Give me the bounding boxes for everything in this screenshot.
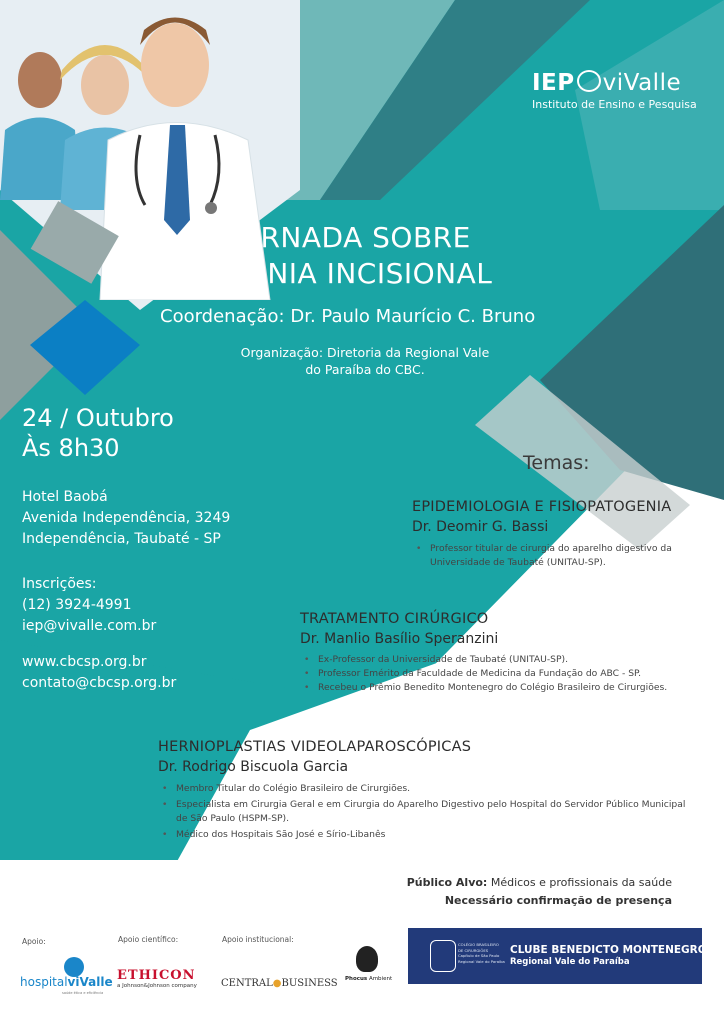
topic-bullets: [158, 782, 698, 842]
topic-2: [300, 611, 710, 695]
event-date-block: [22, 403, 174, 463]
organization: [200, 344, 530, 378]
central-text: CENTRAL: [221, 978, 273, 989]
colegio-line-1: COLÉGIO BRASILEIRO: [458, 942, 499, 947]
topic-bullets: [300, 653, 710, 695]
audience-block: [407, 874, 672, 910]
event-time: Às 8h30: [22, 434, 120, 462]
topic-title: TRATAMENTO CIRÚRGICO: [300, 611, 489, 627]
phocus-subtitle: Ambient: [368, 976, 393, 982]
apoio-cientifico-label: Apoio científico:: [118, 935, 179, 944]
logo-leaf-icon: [577, 70, 601, 92]
venue-block: [22, 487, 230, 550]
colegio-line-4: Regional Vale do Paraíba: [458, 958, 505, 964]
venue-name: Hotel Baobá: [22, 489, 108, 505]
apoio-institucional-label: Apoio institucional:: [222, 935, 294, 944]
clube-benedicto-banner: [408, 928, 707, 984]
phocus-mascot-icon: [356, 946, 378, 972]
topic-speaker: Dr. Deomir G. Bassi: [412, 519, 549, 535]
site-link[interactable]: www.cbcsp.org.br: [22, 654, 147, 670]
phocus-text: Phocus: [345, 976, 368, 982]
venue-address: Avenida Independência, 3249: [22, 510, 231, 526]
colegio-line-2: DE CIRURGIÕES: [458, 947, 489, 953]
colegio-line-3: Capítulo de São Paulo: [458, 953, 500, 958]
central-dot-icon: ●: [272, 978, 282, 989]
bullet-item: • Membro Titular do Colégio Brasileiro de Cirurgiões.: [158, 782, 698, 796]
topic-1: [412, 499, 712, 570]
venue-city: Independência, Taubaté - SP: [22, 531, 221, 547]
registration-phone[interactable]: (12) 3924-4991: [22, 597, 132, 613]
iep-vivalle-logo: [532, 70, 697, 111]
event-title: [150, 220, 550, 292]
topic-speaker: Dr. Manlio Basílio Speranzini: [300, 631, 499, 647]
hospital-globe-icon: [64, 957, 84, 977]
event-date: 24 / Outubro: [22, 404, 174, 432]
topic-3: [158, 739, 698, 842]
apoio-label: Apoio:: [22, 937, 46, 946]
bullet-item: • Professor Emérito da Faculdade de Medicina da Fundação do ABC - SP.: [300, 667, 710, 681]
registration-email[interactable]: iep@vivalle.com.br: [22, 618, 157, 634]
hospital-text: hospital: [20, 975, 68, 989]
club-subtitle: Regional Vale do Paraíba: [510, 957, 630, 967]
logo-vivalle: viValle: [602, 70, 682, 96]
hospital-tagline: saúde ética e eficiência: [62, 991, 104, 995]
phocus-logo: [345, 946, 393, 982]
topic-speaker: Dr. Rodrigo Biscuola Garcia: [158, 759, 349, 775]
title-line-1: JORNADA SOBRE: [229, 221, 471, 254]
colegio-seal-icon: [430, 940, 456, 972]
org-line-1: Organização: Diretoria da Regional Vale: [240, 345, 490, 360]
registration-label: Inscrições:: [22, 576, 97, 592]
title-line-2: HÉRNIA INCISIONAL: [207, 257, 493, 290]
contact-link[interactable]: contato@cbcsp.org.br: [22, 675, 177, 691]
ethicon-subtitle: a Johnson&Johnson company: [117, 983, 197, 989]
logo-iep: IEP: [532, 70, 575, 96]
hospital-brand: viValle: [67, 975, 113, 989]
business-text: BUSINESS: [281, 978, 338, 989]
topic-bullets: [412, 542, 712, 570]
topic-title: EPIDEMIOLOGIA E FISIOPATOGENIA: [412, 499, 672, 515]
org-line-2: do Paraíba do CBC.: [305, 362, 425, 377]
temas-heading: Temas:: [523, 452, 590, 474]
audience-text: Médicos e profissionais da saúde: [487, 876, 672, 889]
bullet-item: • Recebeu o Prêmio Benedito Montenegro do Colégio Brasileiro de Cirurgiões.: [300, 681, 710, 695]
bullet-item: • Professor titular de cirurgia do aparelho digestivo da Universidade de Taubaté (UNITAU-SP).: [412, 542, 700, 570]
confirmation-note: Necessário confirmação de presença: [444, 894, 672, 907]
colegio-text: [458, 942, 505, 964]
links-block: [22, 652, 176, 694]
bullet-item: • Especialista em Cirurgia Geral e em Cirurgia do Aparelho Digestivo pelo Hospital do Servidor Público Municipal de São Paulo (HSPM-SP).: [158, 798, 686, 826]
bullet-item: • Médico dos Hospitais São José e Sírio-Libanês: [158, 828, 698, 842]
logo-subtitle: Instituto de Ensino e Pesquisa: [532, 98, 697, 111]
bullet-item: • Ex-Professor da Universidade de Taubaté (UNITAU-SP).: [300, 653, 710, 667]
audience-label: Público Alvo:: [406, 876, 488, 889]
central-business-logo: [221, 978, 338, 989]
ethicon-text: ETHICON: [117, 968, 196, 983]
coordination: Coordenação: Dr. Paulo Maurício C. Bruno: [160, 306, 536, 327]
registration-block: [22, 574, 156, 637]
ethicon-logo: [117, 968, 207, 989]
club-title: CLUBE BENEDICTO MONTENEGRO: [510, 944, 707, 956]
topic-title: HERNIOPLASTIAS VIDEOLAPAROSCÓPICAS: [158, 739, 472, 755]
